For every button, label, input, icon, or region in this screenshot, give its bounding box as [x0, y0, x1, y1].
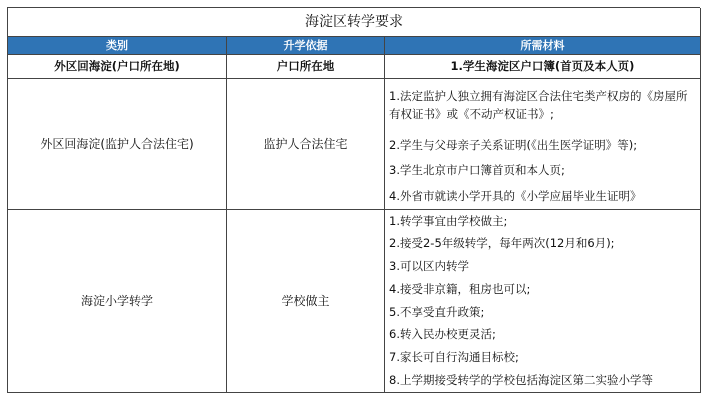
row2-basis: 学校做主: [227, 210, 385, 393]
table-title: 海淀区转学要求: [8, 8, 701, 37]
row2-category: 海淀小学转学: [8, 210, 227, 393]
subheader-materials: 1.学生海淀区户口簿(首页及本人页): [385, 55, 701, 79]
list-item: 6.转入民办校更灵活;: [389, 327, 496, 342]
list-item: 5.不享受直升政策;: [389, 304, 485, 319]
list-item: 7.家长可自行沟通目标校;: [389, 350, 519, 365]
list-item: 3.可以区内转学: [389, 259, 469, 274]
header-category: 类别: [8, 37, 227, 55]
row1-basis: 监护人合法住宅: [227, 79, 385, 210]
list-item: 4.接受非京籍，租房也可以;: [389, 281, 531, 296]
list-item: 3.学生北京市户口簿首页和本人页;: [389, 163, 565, 178]
list-item: 8.上学期接受转学的学校包括海淀区第二实验小学等: [389, 372, 653, 387]
row1-category: 外区回海淀(监护人合法住宅): [8, 79, 227, 210]
header-materials: 所需材料: [385, 37, 701, 55]
row2-materials-list: [385, 210, 700, 392]
list-item: 1.法定监护人独立拥有海淀区合法住宅类产权房的《房屋所有权证书》或《不动产权证书》;: [389, 89, 688, 122]
list-item: 2.学生与父母亲子关系证明(《出生医学证明》等);: [389, 138, 638, 153]
list-item: 1.转学事宜由学校做主;: [389, 213, 508, 228]
list-item: 4.外省市就读小学开具的《小学应届毕业生证明》: [389, 188, 642, 203]
transfer-requirements-table: [7, 7, 700, 393]
subheader-category: 外区回海淀(户口所在地): [8, 55, 227, 79]
list-item: 2.接受2-5年级转学，每年两次(12月和6月);: [389, 236, 615, 251]
header-basis: 升学依据: [227, 37, 385, 55]
row2-materials: [385, 210, 701, 393]
subheader-basis: 户口所在地: [227, 55, 385, 79]
row1-materials: [385, 79, 701, 210]
row1-materials-list: [385, 79, 700, 209]
